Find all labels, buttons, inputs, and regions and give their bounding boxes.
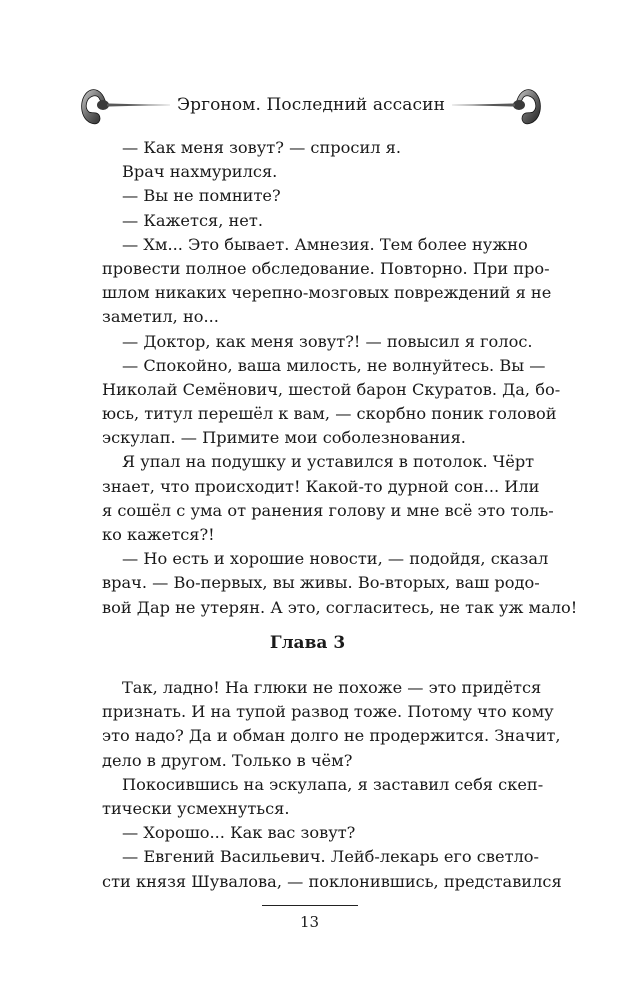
text-line: ко кажется?! [102,525,215,544]
text-line: — Евгений Васильевич. Лейб-лекарь его светло- [122,847,540,867]
text-line: сти князя Шувалова, — поклонившись, представился [102,871,562,891]
text-line: Я упал на подушку и уставился в потолок. Чёрт [122,452,535,472]
text-line: — Кажется, нет. [122,210,263,230]
text-line: вой Дар не утерян. А это, согласитесь, не так уж мало! [102,597,578,617]
text-line: шлом никаких черепно-мозговых повреждений я не [102,283,552,303]
text-line: Так, ладно! На глюки не похоже — это придётся [122,678,542,697]
text-line: Николай Семёнович, шестой барон Скуратов. Да, бо- [102,379,561,399]
running-header [76,84,546,128]
text-line: врач. — Во-первых, вы живы. Во-вторых, ваш родо- [102,573,540,593]
chapter-heading: Глава 3 [269,633,346,653]
text-line: — Но есть и хорошие новости, — подойдя, сказал [122,549,549,569]
text-line: — Как меня зовут? — спросил я. [122,138,402,157]
running-header-title: Эргоном. Последний ассасин [176,95,446,115]
text-line: признать. И на тупой развод тоже. Потому что кому [102,702,554,722]
text-line: Врач нахмурился. [122,162,278,182]
text-line: — Доктор, как меня зовут?! — повысил я голос. [122,331,533,351]
text-line: тически усмехнуться. [102,798,290,818]
text-line: — Вы не помните? [122,186,281,206]
text-line: — Спокойно, ваша милость, не волнуйтесь. Вы — [122,355,546,375]
text-after-chapter [102,676,562,894]
text-line: юсь, титул перешёл к вам, — скорбно поник головой [102,404,557,424]
text-line: провести полное обследование. Повторно. При про- [102,258,550,278]
text-line: эскулап. — Примите мои соболезнования. [102,428,466,448]
text-before-chapter [102,136,578,620]
footer-rule [262,905,358,906]
text-line: — Хорошо... Как вас зовут? [122,823,356,843]
text-line: я сошёл с ума от ранения голову и мне всё это толь- [102,500,554,520]
page-number: 13 [299,913,320,931]
text-line: — Хм... Это бывает. Амнезия. Тем более нужно [122,234,528,254]
text-line: это надо? Да и обман долго не продержится. Значит, [102,726,561,746]
text-line: знает, что происходит! Какой-то дурной сон... Или [102,476,540,496]
text-line: Покосившись на эскулапа, я заставил себя скеп- [122,774,544,794]
swirl-ornament-right-icon [450,84,546,128]
text-line: дело в другом. Только в чём? [102,750,353,770]
text-line: заметил, но... [102,307,219,327]
